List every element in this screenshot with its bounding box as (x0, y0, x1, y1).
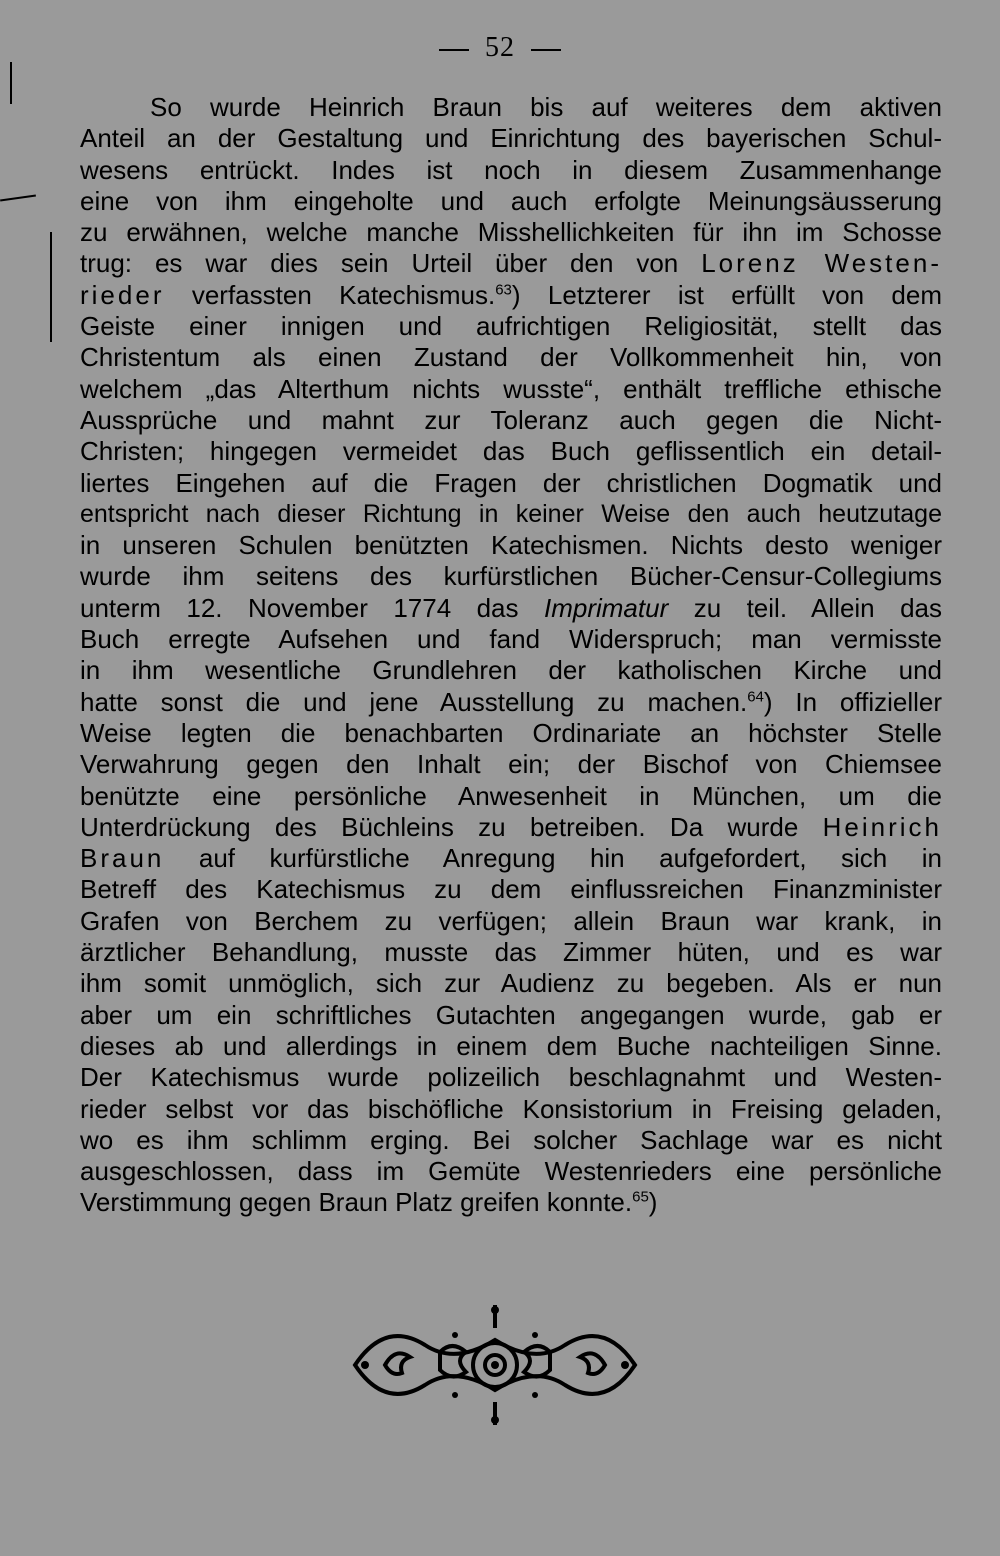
text-line (80, 1187, 942, 1218)
margin-mark (10, 62, 12, 104)
text-line: Verwahrung gegen den Inhalt ein; der Bischof von Chiemsee (80, 749, 942, 780)
text-fragment: ) Letzterer ist erfüllt von dem (511, 279, 942, 310)
page-number-value: 52 (485, 32, 515, 63)
page-number-dash-left (439, 49, 469, 51)
text-line: Christen; hingegen vermeidet das Buch geflissentlich ein detail- (80, 436, 942, 467)
text-line: Grafen von Berchem zu verfügen; allein Braun war krank, in (80, 905, 942, 936)
text-line: ärztlicher Behandlung, musste das Zimmer hüten, und es war (80, 937, 942, 968)
text-fragment: unterm 12. November 1774 das (80, 592, 519, 623)
page-number (0, 32, 1000, 64)
text-fragment: ) (648, 1187, 658, 1218)
text-line (80, 280, 942, 311)
person-name-spaced: Heinrich (822, 811, 942, 842)
footnote-ref: 64 (747, 687, 764, 705)
text-line: dieses ab und allerdings in einem dem Buche nachteiligen Sinne. (80, 1030, 942, 1061)
person-name-spaced: Braun (80, 843, 165, 874)
ornament-icon (345, 1300, 645, 1430)
page-number-dash-right (531, 49, 561, 51)
text-fragment: auf kurfürstliche Anregung hin aufgefordert, sich in (198, 843, 942, 874)
text-line (80, 687, 942, 718)
text-line: wurde ihm seitens des kurfürstlichen Bücher-Censur-Collegiums (80, 561, 942, 592)
text-line: So wurde Heinrich Braun bis auf weiteres dem aktiven (150, 92, 942, 122)
body-paragraph (80, 92, 942, 1219)
text-line: Anteil an der Gestaltung und Einrichtung des bayerischen Schul- (80, 123, 942, 154)
italic-term: Imprimatur (543, 592, 669, 623)
text-line: Aussprüche und mahnt zur Toleranz auch gegen die Nicht- (80, 404, 942, 435)
text-line: Geiste einer innigen und aufrichtigen Religiosität, stellt das (80, 311, 942, 342)
text-fragment: zu teil. Allein das (693, 592, 943, 623)
text-line: rieder selbst vor das bischöfliche Konsistorium in Freising geladen, (80, 1093, 942, 1124)
text-line: zu erwähnen, welche manche Misshellichkeiten für ihn im Schosse (80, 217, 942, 248)
text-line: eine von ihm eingeholte und auch erfolgte Meinungsäusserung (80, 185, 942, 216)
text-line: in ihm wesentliche Grundlehren der katholischen Kirche und (80, 655, 942, 686)
text-line (80, 593, 942, 624)
footnote-ref: 65 (632, 1188, 649, 1206)
text-line: wo es ihm schlimm erging. Bei solcher Sachlage war es nicht (80, 1124, 942, 1155)
text-fragment: hatte sonst die und jene Ausstellung zu machen. (80, 686, 748, 717)
margin-mark (50, 232, 52, 342)
text-line (80, 248, 942, 279)
text-line: ausgeschlossen, dass im Gemüte Westenrieders eine persönliche (80, 1156, 942, 1187)
text-fragment: ) In offizieller (763, 686, 942, 717)
text-fragment: verfassten Katechismus. (191, 279, 496, 310)
footnote-ref: 63 (495, 281, 512, 299)
text-line (80, 812, 942, 843)
text-line: wesens entrückt. Indes ist noch in diesem Zusammenhange (80, 154, 942, 185)
text-fragment: trug: es war dies sein Urteil über den von (80, 248, 679, 279)
text-line: aber um ein schriftliches Gutachten angegangen wurde, gab er (80, 999, 942, 1030)
text-line: Weise legten die benachbarten Ordinariate an höchster Stelle (80, 717, 942, 748)
text-fragment: Unterdrückung des Büchleins zu betreiben. Da wurde (80, 811, 799, 842)
text-line: liertes Eingehen auf die Fragen der christlichen Dogmatik und (80, 467, 942, 498)
text-line: Buch erregte Aufsehen und fand Widerspruch; man vermisste (80, 624, 942, 655)
text-fragment: Verstimmung gegen Braun Platz greifen konnte. (80, 1187, 633, 1218)
text-line: Betreff des Katechismus zu dem einflussreichen Finanzminister (80, 874, 942, 905)
text-line: Der Katechismus wurde polizeilich beschlagnahmt und Westen- (80, 1062, 942, 1093)
text-line: Christentum als einen Zustand der Vollkommenheit hin, von (80, 342, 942, 373)
text-line: in unseren Schulen benützten Katechismen. Nichts desto weniger (80, 530, 942, 561)
text-line: welchem „das Alterthum nichts wusste“, enthält treffliche ethische (80, 373, 942, 404)
author-name-spaced: rieder (80, 279, 165, 310)
text-line: benützte eine persönliche Anwesenheit in München, um die (80, 780, 942, 811)
text-line: entspricht nach dieser Richtung in keiner Weise den auch heutzutage (80, 499, 942, 528)
author-name-spaced: Lorenz Westen- (701, 248, 942, 279)
margin-mark (0, 195, 36, 202)
text-line (80, 843, 942, 874)
text-line: ihm somit unmöglich, sich zur Audienz zu begeben. Als er nun (80, 968, 942, 999)
